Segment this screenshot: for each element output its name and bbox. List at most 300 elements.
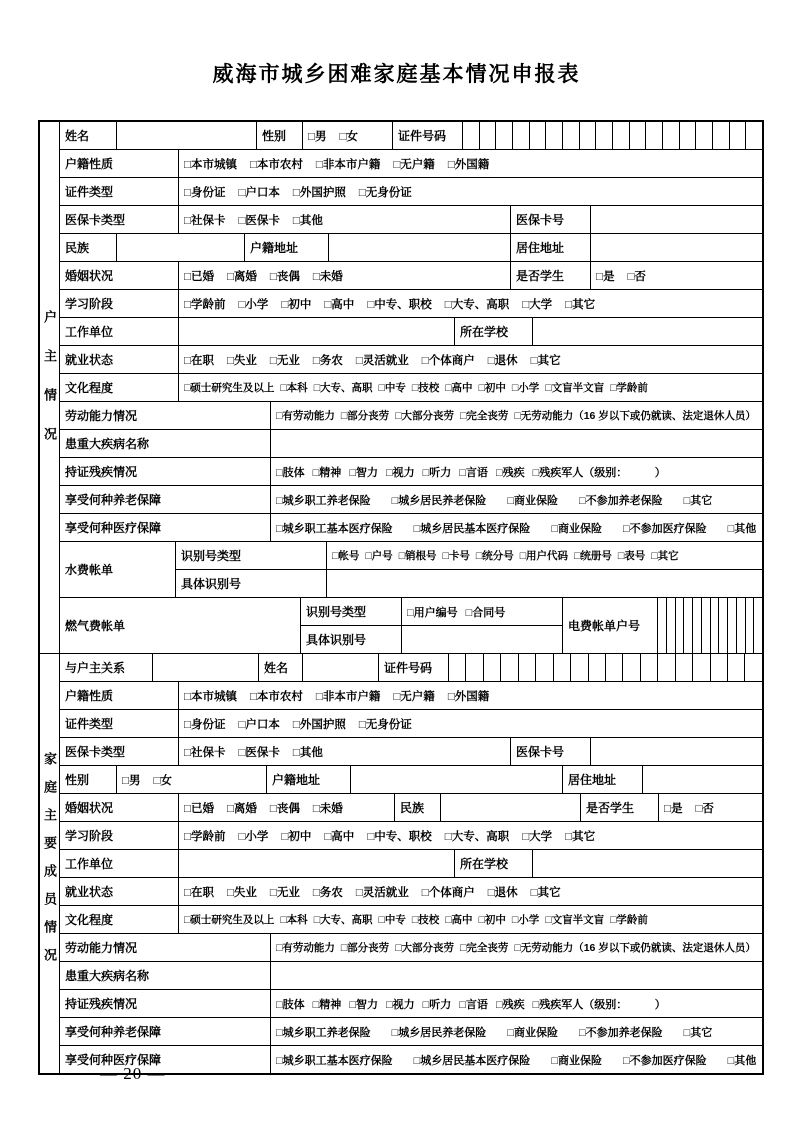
member-name-label: 姓名 [258,654,302,681]
checkbox-option[interactable]: □学龄前 [610,382,648,394]
checkbox-option[interactable]: □用户代码 [519,550,569,562]
digit-cell[interactable] [463,122,479,149]
checkbox-option[interactable]: □其它 [651,550,679,562]
digit-cell[interactable] [658,598,666,653]
water-idno-input[interactable] [326,570,762,597]
gas-bill-label: 燃气费帐单 [65,619,126,633]
checkbox-option[interactable]: □已婚 [184,270,214,283]
member-pension-label: 享受何种养老保障 [65,1025,162,1039]
row-head-cert-type [60,177,762,205]
id-number-cells [462,122,762,149]
digit-cell[interactable] [449,654,465,681]
section-family-members [40,653,762,1073]
digit-cell[interactable] [675,654,692,681]
cert-type-options [178,178,762,205]
digit-cell[interactable] [710,654,727,681]
digit-cell[interactable] [712,122,729,149]
checkbox-option[interactable]: □大专、高职 [313,914,373,926]
checkbox-option[interactable]: □初中 [281,298,312,311]
row-member-marriage-ethnic [60,793,762,821]
checkbox-option[interactable]: □肢体 [276,998,305,1011]
work-unit-input[interactable] [178,318,454,345]
digit-cell[interactable] [745,122,762,149]
checkbox-option[interactable]: □失业 [226,354,257,367]
checkbox-option[interactable]: □无身份证 [358,186,412,199]
checkbox-option[interactable]: □否 [627,270,646,283]
employment-options [178,346,762,373]
checkbox-option[interactable]: □肢体 [276,466,305,479]
checkbox-option[interactable]: □大学 [522,830,553,843]
row-member-labor-ability [60,933,762,961]
digit-cell[interactable] [666,598,675,653]
major-disease-label: 患重大疾病名称 [65,437,150,451]
member-residence-address-input[interactable] [642,766,762,793]
checkbox-option[interactable]: □硕士研究生及以上 [184,382,275,394]
digit-cell[interactable] [683,598,692,653]
member-labor-ability-options [270,934,762,961]
row-member-hukou-type [60,681,762,709]
ethnic-input[interactable] [116,234,244,261]
checkbox-option[interactable]: □精神 [312,466,342,479]
digit-cell[interactable] [479,122,496,149]
checkbox-option[interactable]: □其他 [727,1054,757,1067]
checkbox-option[interactable]: □离婚 [226,270,257,283]
checkbox-option[interactable]: □户口本 [238,186,280,199]
checkbox-option[interactable]: □中专、职校 [367,298,432,311]
digit-cell[interactable] [701,598,710,653]
digit-cell[interactable] [595,122,612,149]
labor-ability-options [270,402,762,429]
checkbox-option[interactable]: □统册号 [574,550,612,562]
digit-cell[interactable] [679,122,696,149]
marriage-label: 婚姻状况 [65,269,114,283]
checkbox-option[interactable]: □本市农村 [249,158,303,171]
digit-cell[interactable] [745,598,754,653]
checkbox-option[interactable]: □其他 [727,522,757,535]
member-education-options [178,906,762,933]
checkbox-option[interactable]: □其它 [683,1026,713,1039]
row-member-relation-name-id [60,654,762,681]
checkbox-option[interactable]: □本市农村 [249,690,303,703]
checkbox-option[interactable]: □有劳动能力 [276,410,335,422]
checkbox-option[interactable]: □学龄前 [184,830,226,843]
digit-cell[interactable] [512,122,529,149]
checkbox-option[interactable]: □初中 [281,830,312,843]
member-medcard-no-input[interactable] [590,738,762,765]
id-number-label: 证件号码 [392,122,462,149]
checkbox-option[interactable]: □女 [153,774,172,787]
relation-input[interactable] [152,654,258,681]
checkbox-option[interactable]: □文盲半文盲 [545,382,605,394]
checkbox-option[interactable]: □高中 [324,830,355,843]
member-medcard-type-options [178,738,510,765]
row-member-education [60,905,762,933]
digit-cell[interactable] [588,654,605,681]
checkbox-option[interactable]: □城乡职工基本医疗保险 [276,522,393,535]
medcard-type-label: 医保卡类型 [65,213,126,227]
gender-label: 性别 [256,122,302,149]
water-idno-label: 具体识别号 [181,577,242,591]
checkbox-option[interactable]: □残疾 [495,466,525,479]
name-input[interactable] [116,122,256,149]
digit-cell[interactable] [579,122,596,149]
digit-cell[interactable] [729,122,746,149]
checkbox-option[interactable]: □智力 [349,998,378,1011]
checkbox-option[interactable]: □大学 [522,298,553,311]
digit-cell[interactable] [662,122,679,149]
checkbox-option[interactable]: □中专 [378,382,406,394]
digit-cell[interactable] [629,122,646,149]
member-education-label: 文化程度 [65,913,114,927]
member-cert-type-label: 证件类型 [65,717,114,731]
checkbox-option[interactable]: □初中 [478,382,506,394]
checkbox-option[interactable]: □合同号 [465,606,506,619]
member-major-disease-input[interactable] [270,962,762,989]
checkbox-option[interactable]: □城乡职工养老保险 [276,494,371,507]
member-hukou-address-input[interactable] [350,766,562,793]
checkbox-option[interactable]: □社保卡 [184,214,226,227]
digit-cell[interactable] [465,654,482,681]
member-work-unit-input[interactable] [178,850,454,877]
page-title: 威海市城乡困难家庭基本情况申报表 [212,63,581,86]
checkbox-option[interactable]: □中专、职校 [367,830,432,843]
checkbox-option[interactable]: □帐号 [332,550,360,562]
checkbox-option[interactable]: □男 [122,774,141,787]
checkbox-option[interactable]: □在职 [184,886,214,899]
row-gas-electric-bill [60,597,762,653]
checkbox-option[interactable]: □其它 [530,354,561,367]
checkbox-option[interactable]: □销根号 [398,550,437,562]
checkbox-option[interactable]: □务农 [312,354,343,367]
checkbox-option[interactable]: □完全丧劳 [460,410,509,422]
member-medical-insurance-label: 享受何种医疗保障 [65,1053,162,1067]
residence-address-label: 居住地址 [510,234,590,261]
checkbox-option[interactable]: □其它 [683,494,713,507]
checkbox-option[interactable]: □小学 [511,914,540,926]
member-medcard-no-label: 医保卡号 [510,738,590,765]
checkbox-option[interactable]: □初中 [478,914,506,926]
checkbox-option[interactable]: □表号 [617,550,646,562]
digit-cell[interactable] [622,654,639,681]
checkbox-option[interactable]: □商业保险 [507,494,558,507]
checkbox-option[interactable]: □文盲半文盲 [545,914,605,926]
checkbox-option[interactable]: □听力 [422,466,452,479]
checkbox-option[interactable]: □外国护照 [292,718,346,731]
checkbox-option[interactable]: □户号 [365,550,393,562]
row-water-bill [60,541,762,597]
checkbox-option[interactable]: □退休 [487,354,518,367]
hukou-address-input[interactable] [328,234,510,261]
checkbox-option[interactable]: □小学 [238,298,269,311]
digit-cell[interactable] [695,122,712,149]
member-employment-label: 就业状态 [65,885,114,899]
checkbox-option[interactable]: □商业保险 [551,1054,602,1067]
checkbox-option[interactable]: □视力 [385,998,415,1011]
member-school-label: 所在学校 [454,850,532,877]
section-sidebar-head [40,122,59,653]
work-unit-label: 工作单位 [65,325,114,339]
section-sidebar-head-label: 户主情况 [42,309,57,466]
checkbox-option[interactable]: □小学 [238,830,269,843]
checkbox-option[interactable]: □本市城镇 [184,158,237,171]
checkbox-option[interactable]: □不参加医疗保险 [622,1054,707,1067]
checkbox-option[interactable]: □务农 [312,886,343,899]
medical-insurance-label: 享受何种医疗保障 [65,521,162,535]
member-marriage-label: 婚姻状况 [65,801,114,815]
digit-cell[interactable] [483,654,500,681]
gas-idno-input[interactable] [401,626,562,653]
checkbox-option[interactable]: □无户籍 [393,690,435,703]
checkbox-option[interactable]: □城乡居民养老保险 [391,494,487,507]
checkbox-option[interactable]: □不参加养老保险 [578,1026,663,1039]
checkbox-option[interactable]: □丧偶 [269,802,300,815]
checkbox-option[interactable]: □否 [695,802,714,815]
school-label: 所在学校 [454,318,532,345]
checkbox-option[interactable]: □无业 [269,354,300,367]
checkbox-option[interactable]: □女 [339,130,358,143]
digit-cell[interactable] [744,654,761,681]
digit-cell[interactable] [753,598,762,653]
education-options [178,374,762,401]
checkbox-option[interactable]: □退休 [487,886,518,899]
digit-cell[interactable] [545,122,562,149]
checkbox-option[interactable]: □本科 [280,382,308,394]
checkbox-option[interactable]: □大专、高职 [444,830,510,843]
member-medcard-type-label: 医保卡类型 [65,745,126,759]
row-head-disability [60,457,762,485]
checkbox-option[interactable]: □不参加医疗保险 [622,522,707,535]
medical-insurance-options [270,514,762,541]
member-ethnic-label: 民族 [394,794,440,821]
member-study-stage-options [178,822,762,849]
digit-cell[interactable] [495,122,512,149]
disability-label: 持证残疾情况 [65,465,138,479]
hukou-type-options [178,150,762,177]
digit-cell[interactable] [727,598,736,653]
checkbox-option[interactable]: □智力 [349,466,378,479]
checkbox-option[interactable]: □个体商户 [421,886,475,899]
checkbox-option[interactable]: □中专 [378,914,406,926]
checkbox-option[interactable]: □高中 [445,382,473,394]
section-sidebar-member-label: 家庭主要成员情况 [42,751,57,976]
checkbox-option[interactable]: □有劳动能力 [276,942,335,954]
checkbox-option[interactable]: □身份证 [184,186,226,199]
gender-options [302,122,392,149]
checkbox-option[interactable]: □其它 [565,830,596,843]
checkbox-option[interactable]: □未婚 [312,802,343,815]
checkbox-option[interactable]: □未婚 [312,270,343,283]
checkbox-option[interactable]: □大专、高职 [313,382,373,394]
checkbox-option[interactable]: □完全丧劳 [460,942,509,954]
checkbox-option[interactable]: □言语 [459,998,488,1011]
checkbox-option[interactable]: □城乡职工养老保险 [276,1026,371,1039]
digit-cell[interactable] [553,654,570,681]
member-id-number-cells [448,654,762,681]
labor-ability-label: 劳动能力情况 [65,409,138,423]
member-name-input[interactable] [302,654,378,681]
member-hukou-address-label: 户籍地址 [266,766,350,793]
digit-cell[interactable] [710,598,719,653]
school-input[interactable] [532,318,762,345]
checkbox-option[interactable]: □小学 [511,382,540,394]
section-household-head [40,122,762,653]
member-cert-type-options [178,710,762,737]
checkbox-option[interactable]: □商业保险 [551,522,602,535]
checkbox-option[interactable]: □灵活就业 [355,354,409,367]
checkbox-option[interactable]: □无劳动能力（16 岁以下或仍就读、法定退休人员） [514,942,756,954]
checkbox-option[interactable]: □外国护照 [292,186,346,199]
checkbox-option[interactable]: □大专、高职 [444,298,510,311]
hukou-address-label: 户籍地址 [244,234,328,261]
checkbox-option[interactable]: □言语 [459,466,488,479]
checkbox-option[interactable]: □部分丧劳 [340,410,390,422]
checkbox-option[interactable]: □是 [664,802,683,815]
digit-cell[interactable] [529,122,546,149]
page-number: — 20 — [100,1064,166,1083]
checkbox-option[interactable]: □已婚 [184,802,214,815]
checkbox-option[interactable]: □其它 [530,886,561,899]
checkbox-option[interactable]: □是 [596,270,615,283]
checkbox-option[interactable]: □部分丧劳 [340,942,390,954]
checkbox-option[interactable]: □无业 [269,886,300,899]
checkbox-option[interactable]: □男 [308,130,327,143]
checkbox-option[interactable]: □大部分丧劳 [395,942,455,954]
checkbox-option[interactable]: □社保卡 [184,746,226,759]
digit-cell[interactable] [645,122,662,149]
checkbox-option[interactable]: □非本市户籍 [315,690,381,703]
digit-cell[interactable] [500,654,517,681]
checkbox-option[interactable]: □非本市户籍 [315,158,381,171]
checkbox-option[interactable]: □无户籍 [393,158,435,171]
major-disease-input[interactable] [270,430,762,457]
checkbox-option[interactable]: □外国籍 [447,158,490,171]
row-member-major-disease [60,961,762,989]
checkbox-option[interactable]: □大部分丧劳 [395,410,455,422]
digit-cell[interactable] [727,654,744,681]
checkbox-option[interactable]: □技校 [411,382,440,394]
digit-cell[interactable] [518,654,535,681]
checkbox-option[interactable]: □城乡居民养老保险 [391,1026,487,1039]
checkbox-option[interactable]: □城乡居民基本医疗保险 [413,1054,531,1067]
member-disability-label: 持证残疾情况 [65,997,138,1011]
checkbox-option[interactable]: □户口本 [238,718,280,731]
ethnic-label: 民族 [65,241,90,255]
checkbox-option[interactable]: □残疾 [495,998,525,1011]
checkbox-option[interactable]: □高中 [445,914,473,926]
digit-cell[interactable] [736,598,745,653]
checkbox-option[interactable]: □其它 [565,298,596,311]
digit-cell[interactable] [692,598,701,653]
row-member-disability [60,989,762,1017]
water-idtype-options [326,542,762,569]
checkbox-option[interactable]: □城乡居民基本医疗保险 [413,522,531,535]
checkbox-option[interactable]: □医保卡 [238,746,280,759]
member-ethnic-input[interactable] [440,794,580,821]
medcard-no-input[interactable] [590,206,762,233]
member-pension-options [270,1018,762,1045]
declaration-form-table [38,120,764,1075]
row-member-gender-address [60,765,762,793]
name-label: 姓名 [65,129,90,143]
checkbox-option[interactable]: □学龄前 [184,298,226,311]
checkbox-option[interactable]: □城乡职工基本医疗保险 [276,1054,393,1067]
checkbox-option[interactable]: □无劳动能力（16 岁以下或仍就读、法定退休人员） [514,410,756,422]
row-head-pension [60,485,762,513]
checkbox-option[interactable]: □高中 [324,298,355,311]
checkbox-option[interactable]: □精神 [312,998,342,1011]
checkbox-option[interactable]: □身份证 [184,718,226,731]
digit-cell[interactable] [657,654,674,681]
row-head-major-disease [60,429,762,457]
checkbox-option[interactable]: □技校 [411,914,440,926]
row-member-pension [60,1017,762,1045]
checkbox-option[interactable]: □灵活就业 [355,886,409,899]
digit-cell[interactable] [605,654,622,681]
checkbox-option[interactable]: □统分号 [475,550,514,562]
member-residence-address-label: 居住地址 [562,766,642,793]
checkbox-option[interactable]: □离婚 [226,802,257,815]
digit-cell[interactable] [718,598,727,653]
digit-cell[interactable] [692,654,709,681]
checkbox-option[interactable]: □学龄前 [610,914,648,926]
checkbox-option[interactable]: □本市城镇 [184,690,237,703]
row-head-employment [60,345,762,373]
row-head-work-school [60,317,762,345]
checkbox-option[interactable]: □在职 [184,354,214,367]
checkbox-option[interactable]: □无身份证 [358,718,412,731]
electric-bill-label: 电费帐单户号 [562,598,657,653]
disability-options [270,458,762,485]
gas-idtype-label: 识别号类型 [306,605,367,619]
member-school-input[interactable] [532,850,762,877]
checkbox-option[interactable]: □卡号 [442,550,470,562]
checkbox-option[interactable]: □不参加养老保险 [578,494,663,507]
member-major-disease-label: 患重大疾病名称 [65,969,150,983]
checkbox-option[interactable]: □外国籍 [447,690,490,703]
row-member-employment [60,877,762,905]
student-label: 是否学生 [510,262,590,289]
checkbox-option[interactable]: □丧偶 [269,270,300,283]
water-idtype-label: 识别号类型 [181,549,242,563]
checkbox-option[interactable]: □残疾军人（级别： ） [532,466,666,479]
checkbox-option[interactable]: □硕士研究生及以上 [184,914,275,926]
digit-cell[interactable] [640,654,657,681]
row-member-work-school [60,849,762,877]
checkbox-option[interactable]: □失业 [226,886,257,899]
digit-cell[interactable] [570,654,587,681]
checkbox-option[interactable]: □其他 [292,746,323,759]
checkbox-option[interactable]: □个体商户 [421,354,475,367]
row-head-medical-insurance [60,513,762,541]
digit-cell[interactable] [562,122,579,149]
digit-cell[interactable] [535,654,552,681]
digit-cell[interactable] [675,598,684,653]
checkbox-option[interactable]: □听力 [422,998,452,1011]
checkbox-option[interactable]: □其他 [292,214,323,227]
checkbox-option[interactable]: □残疾军人（级别： ） [532,998,666,1011]
checkbox-option[interactable]: □医保卡 [238,214,280,227]
checkbox-option[interactable]: □商业保险 [507,1026,558,1039]
row-head-marriage [60,261,762,289]
member-gender-options [116,766,266,793]
checkbox-option[interactable]: □用户编号 [407,606,458,619]
member-study-stage-label: 学习阶段 [65,829,114,843]
digit-cell[interactable] [612,122,629,149]
checkbox-option[interactable]: □本科 [280,914,308,926]
study-stage-label: 学习阶段 [65,297,114,311]
checkbox-option[interactable]: □视力 [385,466,415,479]
residence-address-input[interactable] [590,234,762,261]
